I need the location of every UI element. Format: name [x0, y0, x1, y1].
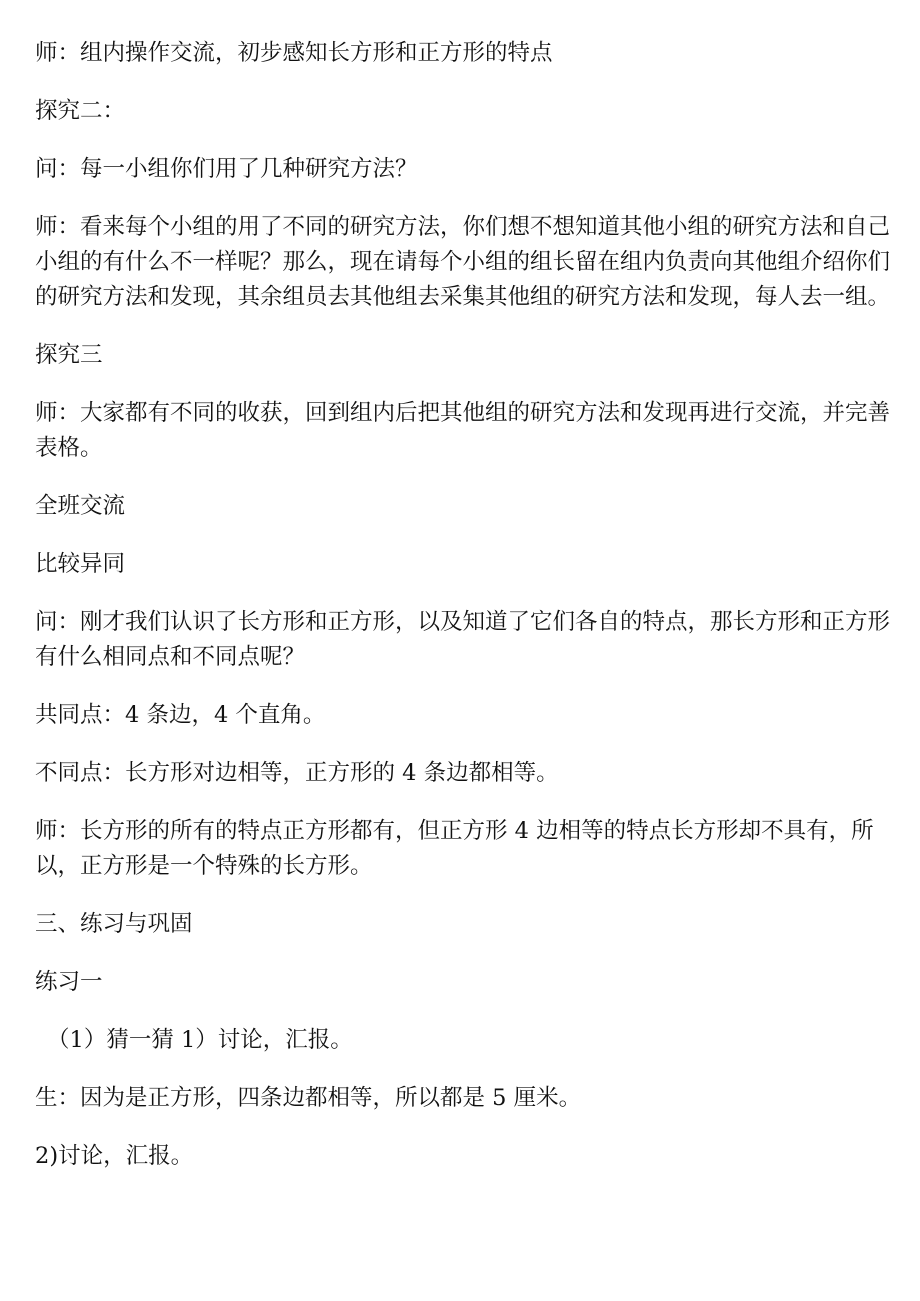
heading-practice-consolidation: 三、练习与巩固 [35, 911, 193, 937]
paragraph-guess-discuss: （1）猜一猜 1）讨论，汇报。 [47, 1027, 353, 1053]
paragraph-common-points: 共同点：4 条边，4 个直角。 [35, 702, 326, 728]
heading-class-exchange: 全班交流 [35, 493, 126, 519]
heading-compare: 比较异同 [35, 551, 126, 577]
paragraph-question-similarities: 问：刚才我们认识了长方形和正方形，以及知道了它们各自的特点，那长方形和正方形有什么相同点和不同点呢？ [35, 609, 891, 670]
paragraph-teacher-methods-sharing: 师：看来每个小组的用了不同的研究方法，你们想不想知道其他小组的研究方法和自己小组的有什么不一样呢？那么，现在请每个小组的组长留在组内负责向其他组介绍你们的研究方法和发现，其余组员去其他组去采集其他组的研究方法和发现，每人去一组。 [35, 214, 891, 310]
heading-exploration-two: 探究二： [35, 98, 126, 124]
paragraph-teacher-special-rectangle: 师：长方形的所有的特点正方形都有，但正方形 4 边相等的特点长方形却不具有，所以，正方形是一个特殊的长方形。 [35, 818, 874, 879]
paragraph-student-answer: 生：因为是正方形，四条边都相等，所以都是 5 厘米。 [35, 1085, 582, 1111]
paragraph-teacher-group-exchange: 师：组内操作交流，初步感知长方形和正方形的特点 [35, 40, 553, 66]
heading-exploration-three: 探究三 [35, 342, 103, 368]
document-page [35, 36, 890, 1197]
paragraph-teacher-improve-table: 师：大家都有不同的收获，回到组内后把其他组的研究方法和发现再进行交流，并完善表格。 [35, 400, 891, 461]
paragraph-different-points: 不同点：长方形对边相等，正方形的 4 条边都相等。 [35, 760, 559, 786]
paragraph-question-methods: 问：每一小组你们用了几种研究方法？ [35, 156, 418, 182]
paragraph-discuss-report: 2)讨论，汇报。 [35, 1143, 194, 1169]
heading-exercise-one: 练习一 [35, 969, 103, 995]
